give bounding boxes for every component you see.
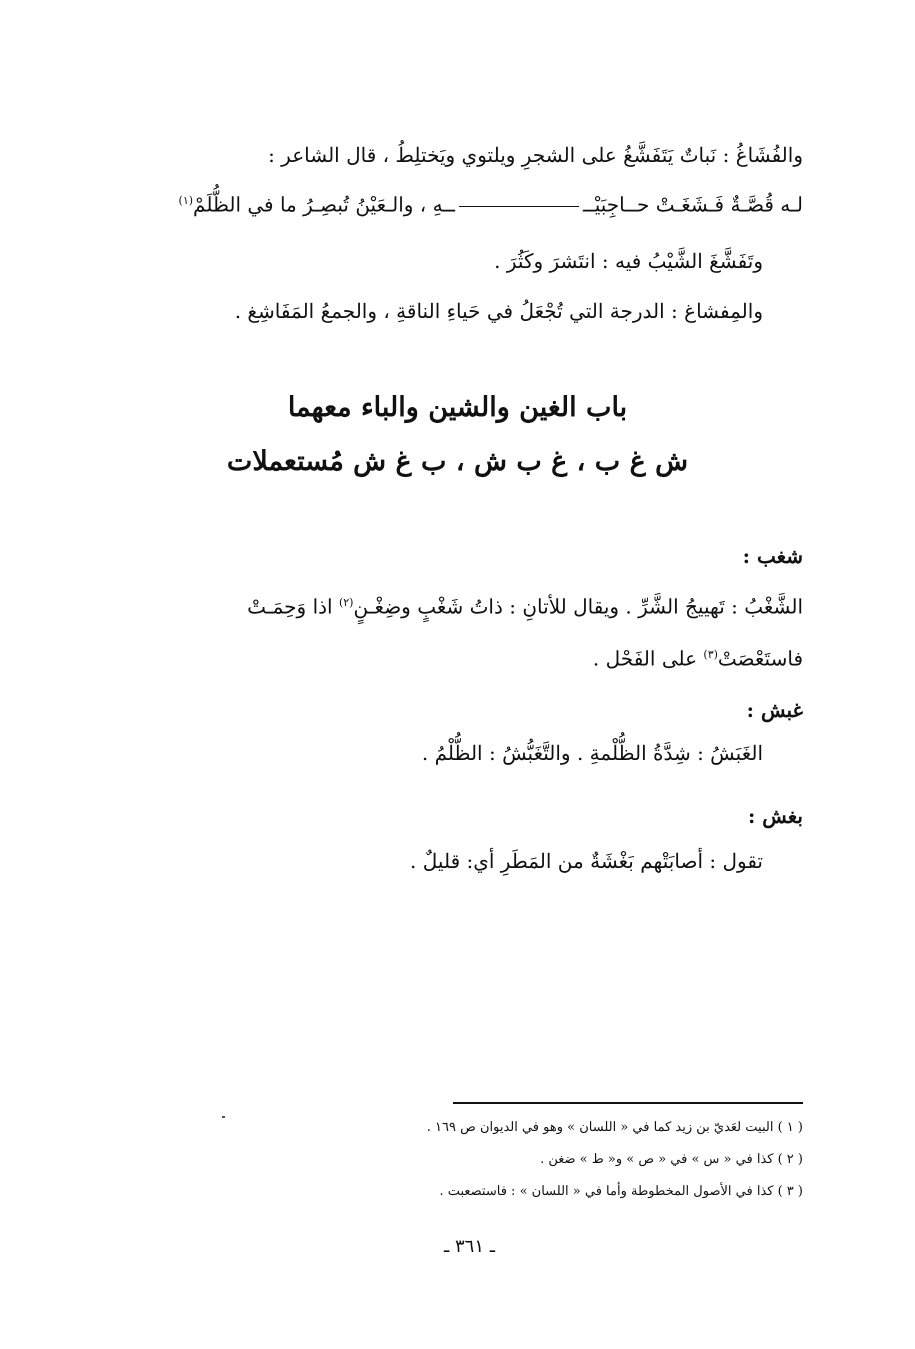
entry-ghabash-line-1: الغَبَشُ : شِدَّةُ الظُّلْمةِ . والتَّغَبُّشُ : الظُّلْمُ . (421, 741, 763, 765)
entry-head-shaghb: شغب : (742, 544, 803, 568)
scan-speck (222, 1116, 225, 1118)
entry-shaghb-line-2 (593, 640, 803, 674)
verse-line (179, 186, 803, 220)
entry-shaghb-text-d: على الفَحْل . (592, 646, 698, 671)
entry-head-baghsh: بغش : (747, 804, 803, 828)
footnote-2: ( ٢ ) كذا في « س » في « ص » و« ط » ضغن . (540, 1152, 803, 1167)
entry-shaghb-text-b: اذا وَحِمَـتْ (247, 594, 333, 619)
entry-shaghb-text-a: الشَّغْبُ : تَهييجُ الشَّرِّ . ويقال للأتانِ : ذاتُ شَغْبٍ وضِغْـنٍ (353, 594, 803, 619)
verse-hemistich-right: لـه قُصَّـةٌ فَـشَغَـتْ حــاجِبَيْــ (583, 192, 803, 217)
entry-shaghb-line-1 (247, 588, 803, 622)
footnote-3: ( ٣ ) كذا في الأصول المخطوطة وأما في « اللسان » : فاستصعبت . (439, 1184, 803, 1199)
chapter-title: باب الغين والشين والباء معهما (287, 392, 628, 423)
entry-head-ghabash: غبش : (746, 698, 803, 722)
text-line-fushagh: والفُشَاغُ : نَباتٌ يَتَفَشَّغُ على الشجرِ ويلتوي ويَختلِطُ ، قال الشاعر : (268, 143, 803, 167)
footnote-1: ( ١ ) البيت لعَديّ بن زيد كما في « اللسان » وهو في الديوان ص ١٦٩ . (426, 1120, 803, 1135)
entry-baghsh-line-1: تقول : أصابَتْهم بَغْشَةٌ من المَطَرِ أي: قليلٌ . (410, 849, 763, 873)
footnote-marker-1: (١) (178, 194, 194, 207)
page-number: ـ ٣٦١ ـ (443, 1236, 495, 1257)
verse-separator (459, 206, 579, 207)
footnote-marker-2: (٢) (338, 596, 354, 609)
verse-hemistich-left: ــهِ ، والـعَيْنُ تُبصِـرُ ما في الظُّلَمْ (193, 192, 456, 217)
entry-shaghb-text-c: فاستَعْصَتْ (717, 646, 803, 671)
footnote-marker-3: (٣) (703, 648, 718, 661)
text-line-tafashshagh: وتَفَشَّغَ الشَّيْبُ فيه : انتَشرَ وكَثُرَ . (494, 249, 763, 273)
footnote-separator (453, 1102, 803, 1104)
chapter-subtitle: ش غ ب ، غ ب ش ، ب غ ش مُستعملات (226, 446, 689, 477)
text-line-mifshagh: والمِفشاغ : الدرجة التي تُجْعَلُ في حَياءِ الناقةِ ، والجمعُ المَفَاشِغ . (234, 299, 763, 323)
